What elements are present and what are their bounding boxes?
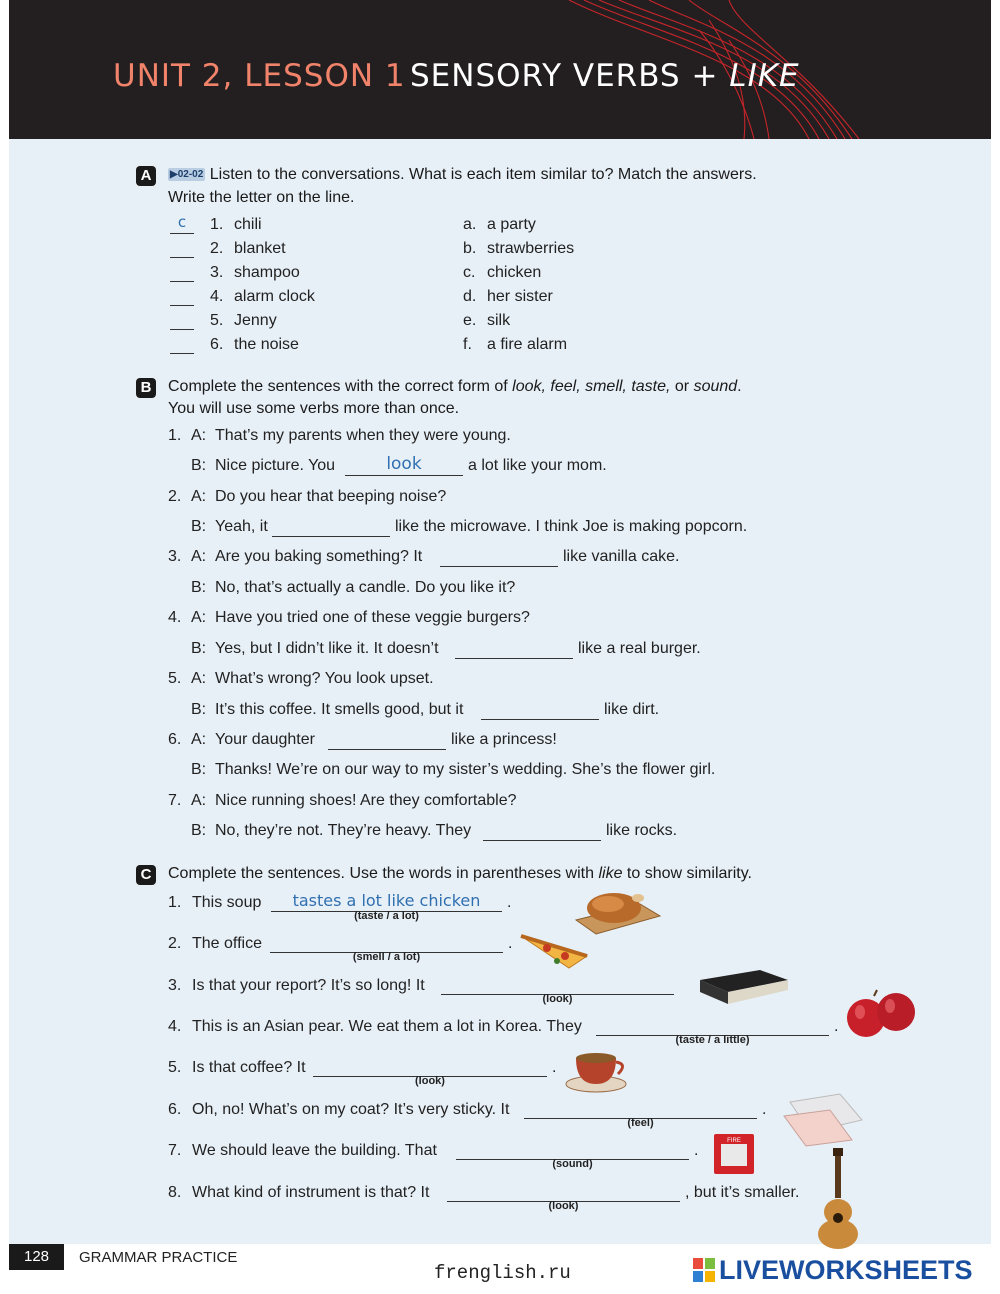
line-a-text: Your daughter xyxy=(215,731,315,748)
example-answer: c xyxy=(177,213,187,231)
speaker-b-label: B: xyxy=(191,761,207,778)
footer-label: GRAMMAR PRACTICE xyxy=(79,1249,238,1266)
site-watermark: frenglish.ru xyxy=(434,1262,571,1284)
item-number: 7. xyxy=(168,792,182,809)
line-a-text: Nice running shoes! Are they comfortable? xyxy=(215,792,517,809)
fire-alarm-label: FIRE xyxy=(727,1138,741,1144)
speaker-a-label: A: xyxy=(191,731,207,748)
line-b-text-end: like a real burger. xyxy=(578,640,701,657)
item-text: chili xyxy=(234,216,262,233)
word-hint: (look) xyxy=(548,1200,579,1212)
liveworksheets-logo-icon xyxy=(693,1258,715,1282)
speaker-a-label: A: xyxy=(191,670,207,687)
answer-blank-7[interactable] xyxy=(483,839,601,841)
item-number: 4. xyxy=(210,288,224,305)
answer-blank-5[interactable] xyxy=(481,718,599,720)
answer-blank-4[interactable] xyxy=(455,657,573,659)
item-number: 5. xyxy=(210,312,224,329)
item-number: 3. xyxy=(210,264,224,281)
line-a-text-end: like vanilla cake. xyxy=(563,548,680,565)
line-a-text: Do you hear that beeping noise? xyxy=(215,488,447,505)
section-b-badge: B xyxy=(136,378,156,398)
speaker-b-label: B: xyxy=(191,518,207,535)
lesson-header xyxy=(9,0,991,139)
answer-letter: d. xyxy=(463,288,477,305)
section-c-instruction: Complete the sentences. Use the words in parentheses with like to show similarity. xyxy=(168,865,752,882)
sentence-end: . xyxy=(834,1018,839,1035)
item-number: 1. xyxy=(168,894,182,911)
answer-blank-5[interactable] xyxy=(170,328,194,330)
speaker-b-label: B: xyxy=(191,579,207,596)
item-number: 4. xyxy=(168,609,182,626)
apples-image xyxy=(844,988,918,1040)
sentence-end: . xyxy=(552,1059,557,1076)
line-b-text: No, that’s actually a candle. Do you like it? xyxy=(215,579,516,596)
sentence-text: The office xyxy=(192,935,262,952)
answer-letter: f. xyxy=(463,336,472,353)
line-b-text-end: a lot like your mom. xyxy=(468,457,607,474)
book-image xyxy=(698,968,790,1008)
line-b-text: Yes, but I didn’t like it. It doesn’t xyxy=(215,640,439,657)
sentence-text: This is an Asian pear. We eat them a lot in Korea. They xyxy=(192,1018,582,1035)
coffee-cup-image xyxy=(564,1044,634,1094)
speaker-b-label: B: xyxy=(191,701,207,718)
speaker-a-label: A: xyxy=(191,609,207,626)
line-a-text: Are you baking something? It xyxy=(215,548,423,565)
item-number: 5. xyxy=(168,670,182,687)
line-a-text: What’s wrong? You look upset. xyxy=(215,670,434,687)
section-b-instruction-2: You will use some verbs more than once. xyxy=(168,400,460,417)
speaker-b-label: B: xyxy=(191,640,207,657)
pizza-slice-image xyxy=(517,928,591,972)
item-number: 1. xyxy=(168,427,182,444)
word-hint: (taste / a lot) xyxy=(354,910,419,922)
sentence-text: What kind of instrument is that? It xyxy=(192,1184,430,1201)
sentence-end: . xyxy=(762,1101,767,1118)
example-answer: look xyxy=(386,454,422,474)
speaker-b-label: B: xyxy=(191,457,207,474)
sentence-text: We should leave the building. That xyxy=(192,1142,437,1159)
speaker-a-label: A: xyxy=(191,427,207,444)
answer-letter: b. xyxy=(463,240,477,257)
sentence-text: Is that coffee? It xyxy=(192,1059,306,1076)
item-number: 3. xyxy=(168,548,182,565)
guitar-image xyxy=(814,1148,862,1250)
audio-track-icon[interactable]: ▶02-02 xyxy=(170,169,204,180)
sentence-end: , but it’s smaller. xyxy=(685,1184,800,1201)
speaker-b-label: B: xyxy=(191,822,207,839)
answer-letter: a. xyxy=(463,216,477,233)
answer-blank-2[interactable] xyxy=(272,535,390,537)
item-text: blanket xyxy=(234,240,286,257)
answer-blank-2[interactable] xyxy=(170,256,194,258)
item-number: 7. xyxy=(168,1142,182,1159)
answer-blank-3[interactable] xyxy=(170,280,194,282)
word-hint: (sound) xyxy=(552,1158,593,1170)
answer-blank-1[interactable] xyxy=(345,474,463,476)
answer-blank-3[interactable] xyxy=(440,565,558,567)
word-hint: (feel) xyxy=(627,1117,654,1129)
answer-blank-6[interactable] xyxy=(328,748,446,750)
sticky-paper-image xyxy=(780,1092,866,1148)
line-b-text: Thanks! We’re on our way to my sister’s wedding. She’s the flower girl. xyxy=(215,761,716,778)
word-hint: (taste / a little) xyxy=(675,1034,750,1046)
example-answer: tastes a lot like chicken xyxy=(292,891,481,910)
item-number: 2. xyxy=(168,488,182,505)
word-hint: (smell / a lot) xyxy=(352,951,421,963)
section-a-badge: A xyxy=(136,166,156,186)
lesson-title: SENSORY VERBS + LIKE xyxy=(410,58,800,94)
item-number: 6. xyxy=(210,336,224,353)
word-hint: (look) xyxy=(415,1075,445,1087)
item-number: 5. xyxy=(168,1059,182,1076)
line-b-text: Nice picture. You xyxy=(215,457,336,474)
line-b-text-end: like dirt. xyxy=(604,701,660,718)
section-a-instruction: ▶02-02 Listen to the conversations. What is each item similar to? Match the answers. xyxy=(170,166,757,183)
answer-letter: e. xyxy=(463,312,477,329)
item-number: 2. xyxy=(168,935,182,952)
answer-letter: c. xyxy=(463,264,476,281)
unit-lesson-label: UNIT 2, LESSON 1 xyxy=(113,58,406,94)
sentence-end: . xyxy=(508,935,513,952)
item-text: the noise xyxy=(234,336,299,353)
item-number: 3. xyxy=(168,977,182,994)
line-b-text: It’s this coffee. It smells good, but it xyxy=(215,701,464,718)
line-b-text-end: like the microwave. I think Joe is making popcorn. xyxy=(395,518,748,535)
item-number: 8. xyxy=(168,1184,182,1201)
answer-text: her sister xyxy=(487,288,553,305)
item-number: 6. xyxy=(168,731,182,748)
answer-text: chicken xyxy=(487,264,542,281)
section-c-badge: C xyxy=(136,865,156,885)
line-b-text: Yeah, it xyxy=(215,518,268,535)
answer-blank-4[interactable] xyxy=(170,304,194,306)
sentence-text: Is that your report? It’s so long! It xyxy=(192,977,425,994)
line-a-text-end: like a princess! xyxy=(451,731,557,748)
answer-text: a party xyxy=(487,216,536,233)
sentence-text: Oh, no! What’s on my coat? It’s very sticky. It xyxy=(192,1101,510,1118)
item-text: alarm clock xyxy=(234,288,315,305)
item-text: shampoo xyxy=(234,264,300,281)
page-number: 128 xyxy=(9,1244,64,1270)
sentence-text: This soup xyxy=(192,894,262,911)
speaker-a-label: A: xyxy=(191,488,207,505)
line-b-text: No, they’re not. They’re heavy. They xyxy=(215,822,472,839)
answer-blank-6[interactable] xyxy=(170,352,194,354)
answer-text: silk xyxy=(487,312,511,329)
item-number: 2. xyxy=(210,240,224,257)
line-b-text-end: like rocks. xyxy=(606,822,678,839)
line-a-text: Have you tried one of these veggie burgers? xyxy=(215,609,530,626)
sentence-end: . xyxy=(694,1142,699,1159)
speaker-a-label: A: xyxy=(191,548,207,565)
item-text: Jenny xyxy=(234,312,277,329)
answer-text: a fire alarm xyxy=(487,336,568,353)
section-b-instruction: Complete the sentences with the correct form of look, feel, smell, taste, or sound. xyxy=(168,378,742,395)
word-hint: (look) xyxy=(542,993,573,1005)
line-a-text: That’s my parents when they were young. xyxy=(215,427,511,444)
liveworksheets-brand[interactable]: LIVEWORKSHEETS xyxy=(719,1255,973,1285)
fire-alarm-image xyxy=(712,1132,756,1176)
speaker-a-label: A: xyxy=(191,792,207,809)
answer-text: strawberries xyxy=(487,240,575,257)
item-number: 6. xyxy=(168,1101,182,1118)
section-a-instruction-2: Write the letter on the line. xyxy=(168,189,355,206)
item-number: 4. xyxy=(168,1018,182,1035)
sentence-end: . xyxy=(507,894,512,911)
item-number: 1. xyxy=(210,216,224,233)
answer-blank-1[interactable] xyxy=(170,232,194,234)
